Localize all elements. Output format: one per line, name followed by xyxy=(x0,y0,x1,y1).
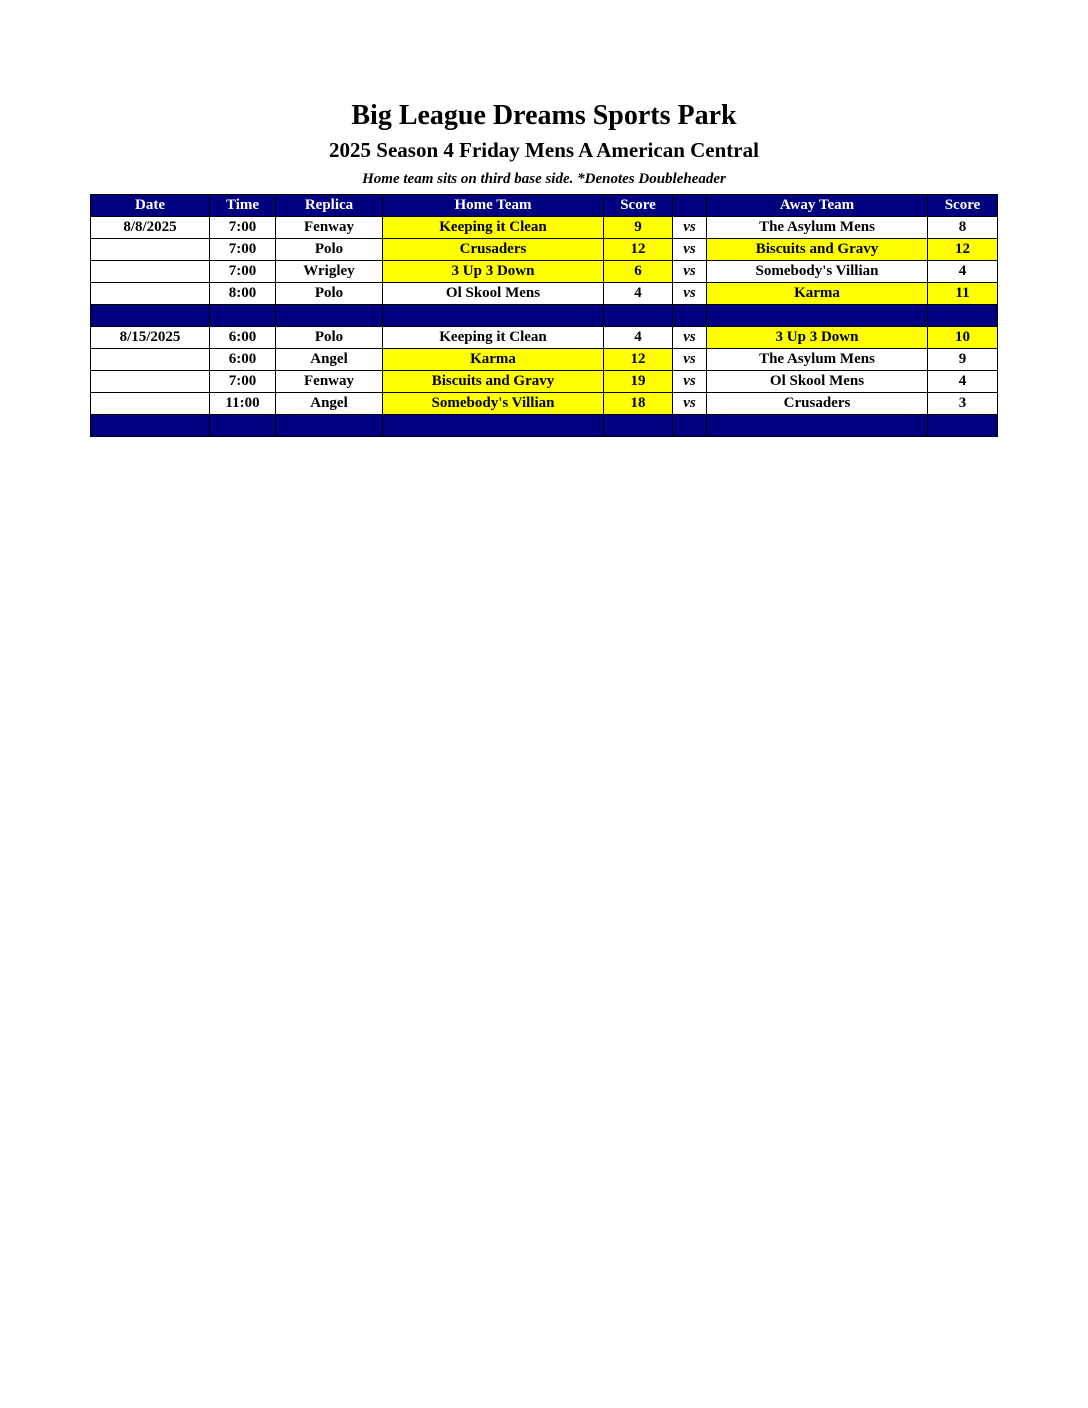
home-score-cell: 9 xyxy=(604,217,673,239)
replica-cell: Angel xyxy=(276,393,383,415)
separator-cell xyxy=(276,415,383,437)
date-cell xyxy=(91,261,210,283)
date-cell xyxy=(91,283,210,305)
time-cell: 7:00 xyxy=(210,371,276,393)
vs-cell: vs xyxy=(673,217,707,239)
away-team-cell: Somebody's Villian xyxy=(707,261,928,283)
separator-cell xyxy=(210,305,276,327)
away-score-cell: 9 xyxy=(928,349,998,371)
away-team-cell: Karma xyxy=(707,283,928,305)
column-header-home-team: Home Team xyxy=(383,195,604,217)
home-score-cell: 12 xyxy=(604,349,673,371)
replica-cell: Polo xyxy=(276,327,383,349)
separator-cell xyxy=(673,415,707,437)
header-row xyxy=(91,195,998,217)
home-score-cell: 19 xyxy=(604,371,673,393)
separator-cell xyxy=(604,415,673,437)
table-row xyxy=(91,393,998,415)
away-team-cell: 3 Up 3 Down xyxy=(707,327,928,349)
vs-cell: vs xyxy=(673,371,707,393)
away-score-cell: 10 xyxy=(928,327,998,349)
away-score-cell: 4 xyxy=(928,261,998,283)
home-team-cell: Keeping it Clean xyxy=(383,217,604,239)
table-row xyxy=(91,261,998,283)
column-header-away-score: Score xyxy=(928,195,998,217)
separator-cell xyxy=(383,305,604,327)
replica-cell: Fenway xyxy=(276,371,383,393)
vs-cell: vs xyxy=(673,327,707,349)
time-cell: 7:00 xyxy=(210,261,276,283)
date-cell xyxy=(91,393,210,415)
time-cell: 8:00 xyxy=(210,283,276,305)
table-row xyxy=(91,283,998,305)
home-score-cell: 4 xyxy=(604,283,673,305)
home-team-cell: Somebody's Villian xyxy=(383,393,604,415)
home-team-cell: Biscuits and Gravy xyxy=(383,371,604,393)
vs-cell: vs xyxy=(673,261,707,283)
separator-cell xyxy=(707,305,928,327)
schedule-note: Home team sits on third base side. *Denotes Doubleheader xyxy=(362,171,726,187)
home-score-cell: 6 xyxy=(604,261,673,283)
column-header-vs xyxy=(673,195,707,217)
date-cell xyxy=(91,349,210,371)
home-score-cell: 12 xyxy=(604,239,673,261)
table-row xyxy=(91,217,998,239)
date-cell xyxy=(91,239,210,261)
away-score-cell: 12 xyxy=(928,239,998,261)
column-header-date: Date xyxy=(91,195,210,217)
time-cell: 6:00 xyxy=(210,327,276,349)
vs-cell: vs xyxy=(673,239,707,261)
home-score-cell: 18 xyxy=(604,393,673,415)
home-team-cell: Keeping it Clean xyxy=(383,327,604,349)
page-title: Big League Dreams Sports Park xyxy=(351,100,737,131)
column-header-time: Time xyxy=(210,195,276,217)
away-team-cell: Biscuits and Gravy xyxy=(707,239,928,261)
separator-cell xyxy=(707,415,928,437)
time-cell: 7:00 xyxy=(210,217,276,239)
table-row xyxy=(91,327,998,349)
time-cell: 11:00 xyxy=(210,393,276,415)
column-header-away-team: Away Team xyxy=(707,195,928,217)
date-cell xyxy=(91,371,210,393)
schedule-body xyxy=(91,217,998,437)
separator-cell xyxy=(91,415,210,437)
schedule-table xyxy=(90,194,998,437)
away-score-cell: 11 xyxy=(928,283,998,305)
date-cell: 8/15/2025 xyxy=(91,327,210,349)
away-team-cell: The Asylum Mens xyxy=(707,217,928,239)
away-score-cell: 8 xyxy=(928,217,998,239)
table-row xyxy=(91,239,998,261)
separator-row xyxy=(91,305,998,327)
separator-cell xyxy=(928,305,998,327)
separator-row xyxy=(91,415,998,437)
replica-cell: Polo xyxy=(276,283,383,305)
vs-cell: vs xyxy=(673,349,707,371)
separator-cell xyxy=(604,305,673,327)
home-team-cell: Karma xyxy=(383,349,604,371)
table-row xyxy=(91,371,998,393)
away-team-cell: Ol Skool Mens xyxy=(707,371,928,393)
time-cell: 6:00 xyxy=(210,349,276,371)
away-team-cell: The Asylum Mens xyxy=(707,349,928,371)
home-team-cell: Ol Skool Mens xyxy=(383,283,604,305)
replica-cell: Polo xyxy=(276,239,383,261)
away-score-cell: 4 xyxy=(928,371,998,393)
home-score-cell: 4 xyxy=(604,327,673,349)
time-cell: 7:00 xyxy=(210,239,276,261)
vs-cell: vs xyxy=(673,283,707,305)
separator-cell xyxy=(210,415,276,437)
away-score-cell: 3 xyxy=(928,393,998,415)
column-header-home-score: Score xyxy=(604,195,673,217)
page-subtitle: 2025 Season 4 Friday Mens A American Central xyxy=(329,138,759,162)
separator-cell xyxy=(383,415,604,437)
separator-cell xyxy=(928,415,998,437)
date-cell: 8/8/2025 xyxy=(91,217,210,239)
separator-cell xyxy=(673,305,707,327)
away-team-cell: Crusaders xyxy=(707,393,928,415)
replica-cell: Fenway xyxy=(276,217,383,239)
replica-cell: Angel xyxy=(276,349,383,371)
column-header-replica: Replica xyxy=(276,195,383,217)
separator-cell xyxy=(276,305,383,327)
home-team-cell: 3 Up 3 Down xyxy=(383,261,604,283)
separator-cell xyxy=(91,305,210,327)
vs-cell: vs xyxy=(673,393,707,415)
table-row xyxy=(91,349,998,371)
home-team-cell: Crusaders xyxy=(383,239,604,261)
replica-cell: Wrigley xyxy=(276,261,383,283)
